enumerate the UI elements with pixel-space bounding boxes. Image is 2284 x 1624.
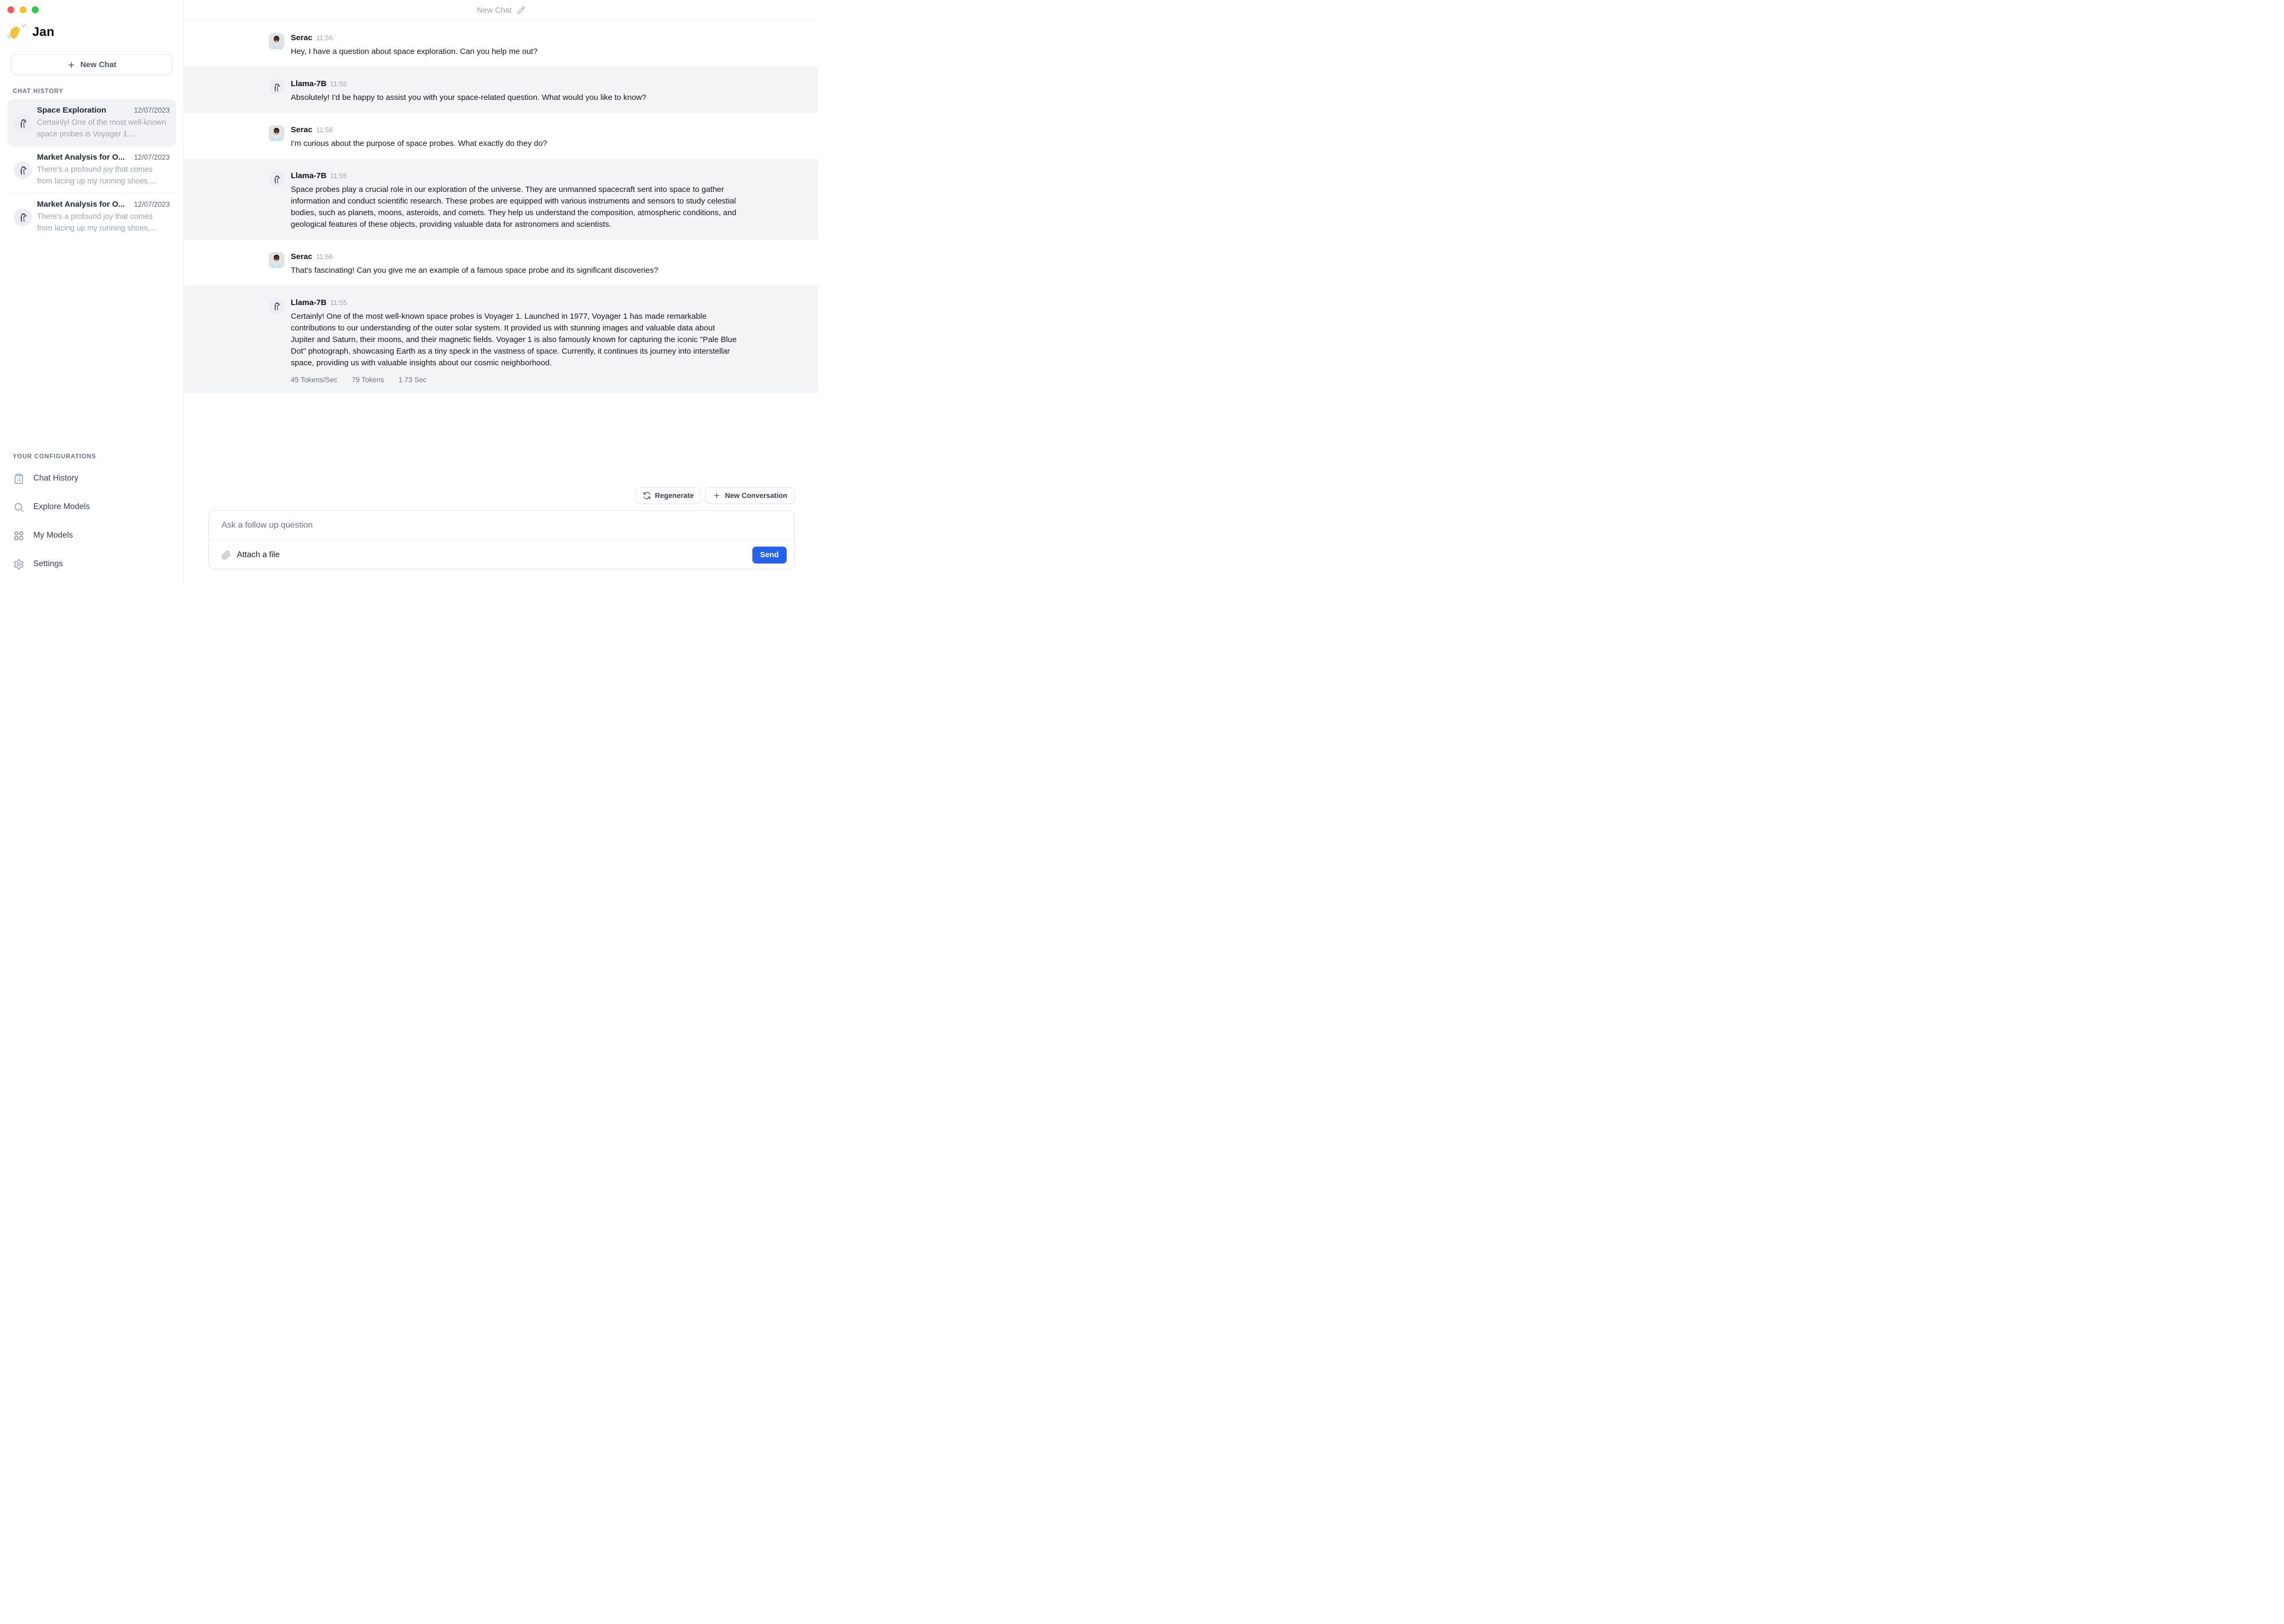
- sidebar-item-my-models[interactable]: [0, 521, 183, 550]
- search-icon: [13, 502, 24, 513]
- llama-avatar: [14, 114, 32, 132]
- chat-history-item[interactable]: [7, 146, 176, 193]
- message-row: [185, 67, 818, 113]
- grid-icon: [13, 530, 24, 541]
- close-window-button[interactable]: [7, 6, 14, 13]
- send-button[interactable]: Send: [752, 547, 787, 564]
- regenerate-label: Regenerate: [655, 492, 694, 500]
- attach-file-label: Attach a file: [237, 550, 280, 559]
- token-stat: 45 Tokens/Sec: [291, 376, 338, 384]
- composer-input-row: [209, 511, 794, 540]
- waving-hand-icon: [7, 22, 27, 42]
- sidebar-item-settings[interactable]: [0, 550, 183, 578]
- chat-title: Space Exploration: [37, 106, 106, 115]
- clipboard-icon: [13, 473, 24, 484]
- new-chat-label: New Chat: [80, 60, 117, 69]
- user-avatar: [269, 252, 284, 268]
- token-stat: 1.73 Sec: [398, 376, 427, 384]
- chat-date: 12/07/2023: [134, 200, 170, 208]
- app-title: Jan: [32, 24, 54, 39]
- user-avatar: [269, 33, 284, 49]
- message-author: Llama-7B: [291, 79, 327, 88]
- chat-title: Market Analysis for O...: [37, 200, 125, 209]
- attach-file-button[interactable]: [222, 550, 280, 560]
- chat-history-header: CHAT HISTORY: [13, 88, 63, 95]
- follow-up-input[interactable]: [222, 521, 781, 530]
- message-list: [185, 21, 818, 393]
- new-conversation-button[interactable]: [705, 487, 795, 504]
- refresh-icon: [643, 492, 651, 500]
- chat-history-item[interactable]: [7, 193, 176, 241]
- message-time: 11:55: [330, 80, 347, 88]
- thread-actions: [636, 487, 795, 504]
- composer-toolbar: [209, 540, 794, 569]
- sidebar-item-label: Chat History: [33, 474, 79, 483]
- gear-icon: [13, 559, 24, 570]
- sidebar-item-explore-models[interactable]: [0, 493, 183, 521]
- message-text: Certainly! One of the most well-known space probes is Voyager 1. Launched in 1977, Voyager 1 has made remarkable contributions to our understanding of the outer solar system. It provided us with stunning images and valuable data about Jupiter and Saturn, their moons, and their magnetic fields. Voyager 1 is also famously known for capturing the iconic "Pale Blue Dot" photograph, showcasing Earth as a tiny speck in the vastness of space. Currently, it continues its journey into interstellar space, providing us with valuable insights about our cosmic neighborhood.: [291, 312, 737, 367]
- chat-date: 12/07/2023: [134, 153, 170, 161]
- sidebar-item-label: Explore Models: [33, 502, 90, 511]
- chat-preview: There's a profound joy that comes from lacing up my running shoes,...: [37, 165, 156, 186]
- message-author: Llama-7B: [291, 171, 327, 180]
- composer: [208, 510, 795, 569]
- plus-icon: [67, 61, 76, 69]
- chat-history-list: [7, 99, 176, 241]
- message-row: [185, 239, 818, 285]
- llama-avatar: [14, 161, 32, 179]
- configurations-section: [0, 454, 183, 582]
- paperclip-icon: [222, 550, 231, 560]
- message-row: [185, 113, 818, 159]
- new-chat-button[interactable]: [11, 54, 172, 75]
- llama-avatar: [269, 79, 284, 95]
- message-text: Absolutely! I'd be happy to assist you with your space-related question. What would you like to know?: [291, 93, 647, 102]
- chat-title: Market Analysis for O...: [37, 153, 125, 162]
- thread-header: [185, 0, 818, 21]
- user-avatar: [269, 125, 284, 141]
- message-author: Serac: [291, 33, 312, 42]
- message-text: I'm curious about the purpose of space probes. What exactly do they do?: [291, 139, 547, 148]
- sidebar-item-label: My Models: [33, 531, 73, 540]
- chat-preview: There's a profound joy that comes from lacing up my running shoes,...: [37, 213, 156, 233]
- chat-preview: Certainly! One of the most well-known space probes is Voyager 1....: [37, 118, 167, 139]
- new-conversation-label: New Conversation: [725, 492, 787, 500]
- message-author: Llama-7B: [291, 298, 327, 307]
- llama-avatar: [269, 298, 284, 314]
- message-author: Serac: [291, 252, 312, 261]
- chat-main: [185, 0, 818, 582]
- plus-icon: [713, 492, 721, 500]
- message-row: [185, 285, 818, 393]
- sidebar-item-chat-history[interactable]: [0, 464, 183, 493]
- message-time: 11:55: [330, 172, 347, 180]
- token-stat: 79 Tokens: [352, 376, 384, 384]
- message-author: Serac: [291, 125, 312, 134]
- llama-avatar: [269, 171, 284, 187]
- sidebar: [0, 0, 184, 582]
- message-time: 11:55: [330, 299, 347, 307]
- llama-avatar: [14, 208, 32, 226]
- message-stats: [291, 376, 738, 384]
- message-time: 11:56: [316, 253, 333, 261]
- message-time: 11:56: [316, 126, 333, 134]
- message-row: [185, 159, 818, 239]
- message-text: Hey, I have a question about space exploration. Can you help me out?: [291, 47, 538, 56]
- regenerate-button[interactable]: [636, 487, 702, 504]
- message-text: That's fascinating! Can you give me an example of a famous space probe and its significant discoveries?: [291, 266, 658, 275]
- sidebar-item-label: Settings: [33, 559, 63, 568]
- edit-title-pencil-icon[interactable]: [517, 6, 526, 15]
- thread-title: New Chat: [477, 5, 512, 15]
- configurations-header: YOUR CONFIGURATIONS: [13, 454, 96, 460]
- zoom-window-button[interactable]: [32, 6, 39, 13]
- minimize-window-button[interactable]: [20, 6, 26, 13]
- message-row: [185, 21, 818, 67]
- chat-history-item[interactable]: [7, 99, 176, 146]
- message-text: Space probes play a crucial role in our exploration of the universe. They are unmanned spacecraft sent into space to gather information and conduct scientific research. These probes are equipped with various instruments and sensors to study celestial bodies, such as planets, moons, asteroids, and comets. They help us understand the composition, atmospheric conditions, and geological features of these objects, providing valuable data for astronomers and scientists.: [291, 185, 736, 229]
- chat-date: 12/07/2023: [134, 106, 170, 114]
- window-controls: [7, 6, 39, 13]
- app-logo: [7, 22, 183, 42]
- message-time: 11:56: [316, 34, 333, 42]
